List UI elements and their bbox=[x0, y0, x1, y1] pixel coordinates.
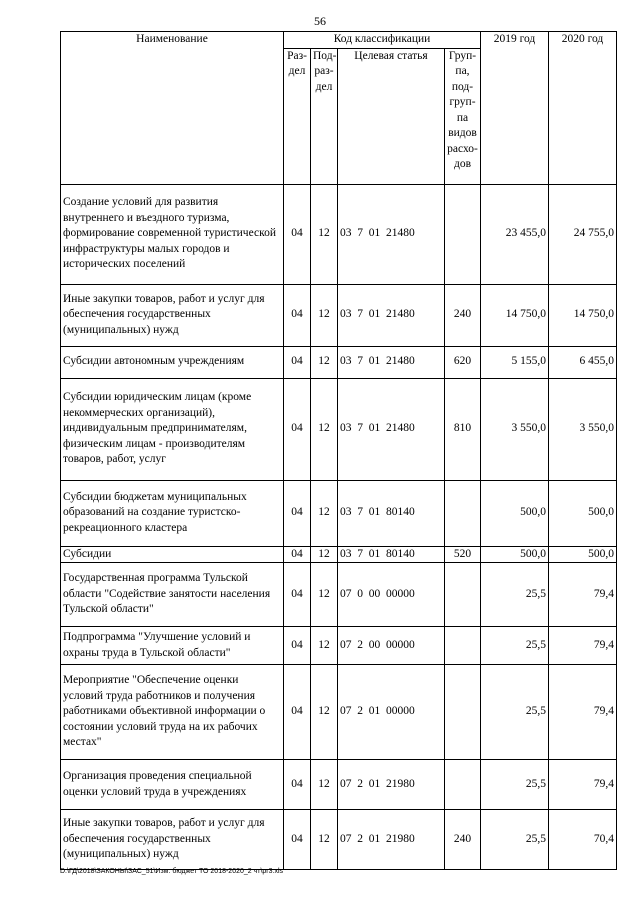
row-target: 07 0 00 00000 bbox=[338, 563, 445, 627]
row-2019: 500,0 bbox=[481, 546, 549, 563]
row-2019: 3 550,0 bbox=[481, 378, 549, 480]
row-name: Мероприятие "Обеспечение оценки условий труда работников и получения работниками объективной информации о состоянии условий труда на их рабочих местах" bbox=[61, 665, 284, 760]
row-name: Иные закупки товаров, работ и услуг для обеспечения государственных (муниципальных) нужд bbox=[61, 810, 284, 870]
row-group bbox=[445, 563, 481, 627]
row-name: Государственная программа Тульской области "Содействие занятости населения Тульской области" bbox=[61, 563, 284, 627]
header-subsection: Под- раз- дел bbox=[311, 48, 338, 184]
row-podrazdel: 12 bbox=[311, 546, 338, 563]
row-name: Субсидии bbox=[61, 546, 284, 563]
row-name: Подпрограмма "Улучшение условий и охраны труда в Тульской области" bbox=[61, 627, 284, 665]
row-name: Субсидии бюджетам муниципальных образований на создание туристско-рекреационного кластера bbox=[61, 480, 284, 546]
header-group: Груп- па, под- груп- па видов расхо- дов bbox=[445, 48, 481, 184]
row-podrazdel: 12 bbox=[311, 627, 338, 665]
row-group bbox=[445, 760, 481, 810]
row-razdel: 04 bbox=[284, 284, 311, 346]
row-podrazdel: 12 bbox=[311, 810, 338, 870]
row-podrazdel: 12 bbox=[311, 346, 338, 378]
row-name: Организация проведения специальной оценки условий труда в учреждениях bbox=[61, 760, 284, 810]
row-name: Иные закупки товаров, работ и услуг для обеспечения государственных (муниципальных) нужд bbox=[61, 284, 284, 346]
row-razdel: 04 bbox=[284, 665, 311, 760]
row-target: 03 7 01 21480 bbox=[338, 284, 445, 346]
table-row bbox=[61, 284, 617, 346]
row-razdel: 04 bbox=[284, 546, 311, 563]
row-2020: 500,0 bbox=[549, 546, 617, 563]
row-podrazdel: 12 bbox=[311, 284, 338, 346]
table-row bbox=[61, 346, 617, 378]
row-2019: 25,5 bbox=[481, 665, 549, 760]
row-group bbox=[445, 627, 481, 665]
table-row bbox=[61, 480, 617, 546]
row-group: 520 bbox=[445, 546, 481, 563]
budget-table bbox=[60, 31, 617, 870]
row-target: 07 2 01 21980 bbox=[338, 760, 445, 810]
row-razdel: 04 bbox=[284, 480, 311, 546]
row-group bbox=[445, 480, 481, 546]
table-row bbox=[61, 665, 617, 760]
row-target: 03 7 01 80140 bbox=[338, 546, 445, 563]
table-row bbox=[61, 627, 617, 665]
row-2019: 5 155,0 bbox=[481, 346, 549, 378]
row-2019: 14 750,0 bbox=[481, 284, 549, 346]
page-number: 56 bbox=[314, 14, 326, 28]
row-podrazdel: 12 bbox=[311, 378, 338, 480]
row-2020: 3 550,0 bbox=[549, 378, 617, 480]
row-podrazdel: 12 bbox=[311, 760, 338, 810]
row-target: 07 2 01 00000 bbox=[338, 665, 445, 760]
row-2019: 25,5 bbox=[481, 627, 549, 665]
row-2020: 14 750,0 bbox=[549, 284, 617, 346]
row-2020: 79,4 bbox=[549, 627, 617, 665]
row-2020: 70,4 bbox=[549, 810, 617, 870]
row-razdel: 04 bbox=[284, 346, 311, 378]
row-razdel: 04 bbox=[284, 378, 311, 480]
row-target: 03 7 01 21480 bbox=[338, 378, 445, 480]
row-name: Субсидии юридическим лицам (кроме некоммерческих организаций), индивидуальным предпринимателям, физическим лицам - производителям товаров, работ, услуг bbox=[61, 378, 284, 480]
header-section: Раз- дел bbox=[284, 48, 311, 184]
table-row bbox=[61, 760, 617, 810]
row-2019: 500,0 bbox=[481, 480, 549, 546]
row-razdel: 04 bbox=[284, 627, 311, 665]
row-2019: 23 455,0 bbox=[481, 184, 549, 284]
file-path-footer: D:\ГД\2018\ЗАКОНЫ\ЗАС_51\Изм. бюджет ТО 2018-2020_2 чт\pr3.xls bbox=[60, 868, 284, 875]
row-2019: 25,5 bbox=[481, 563, 549, 627]
row-2020: 79,4 bbox=[549, 760, 617, 810]
row-razdel: 04 bbox=[284, 563, 311, 627]
row-group bbox=[445, 184, 481, 284]
row-podrazdel: 12 bbox=[311, 665, 338, 760]
row-razdel: 04 bbox=[284, 810, 311, 870]
row-2020: 79,4 bbox=[549, 665, 617, 760]
header-2019: 2019 год bbox=[481, 32, 549, 185]
row-2019: 25,5 bbox=[481, 760, 549, 810]
table-row bbox=[61, 184, 617, 284]
header-name: Наименование bbox=[61, 32, 284, 185]
row-group bbox=[445, 665, 481, 760]
row-target: 07 2 00 00000 bbox=[338, 627, 445, 665]
row-group: 810 bbox=[445, 378, 481, 480]
header-2020: 2020 год bbox=[549, 32, 617, 185]
table-row bbox=[61, 810, 617, 870]
row-group: 240 bbox=[445, 810, 481, 870]
row-razdel: 04 bbox=[284, 184, 311, 284]
row-name: Субсидии автономным учреждениям bbox=[61, 346, 284, 378]
row-target: 03 7 01 21480 bbox=[338, 184, 445, 284]
row-2020: 24 755,0 bbox=[549, 184, 617, 284]
row-target: 03 7 01 80140 bbox=[338, 480, 445, 546]
table-row bbox=[61, 546, 617, 563]
header-target: Целевая статья bbox=[338, 48, 445, 184]
row-podrazdel: 12 bbox=[311, 563, 338, 627]
row-target: 03 7 01 21480 bbox=[338, 346, 445, 378]
row-podrazdel: 12 bbox=[311, 480, 338, 546]
row-podrazdel: 12 bbox=[311, 184, 338, 284]
row-target: 07 2 01 21980 bbox=[338, 810, 445, 870]
row-2019: 25,5 bbox=[481, 810, 549, 870]
row-group: 620 bbox=[445, 346, 481, 378]
row-2020: 500,0 bbox=[549, 480, 617, 546]
row-group: 240 bbox=[445, 284, 481, 346]
row-name: Создание условий для развития внутреннего и въездного туризма, формирование современной туристической инфраструктуры малых городов и исторических поселений bbox=[61, 184, 284, 284]
header-code: Код классификации bbox=[284, 32, 481, 49]
table-row bbox=[61, 378, 617, 480]
table-row bbox=[61, 563, 617, 627]
row-2020: 6 455,0 bbox=[549, 346, 617, 378]
row-2020: 79,4 bbox=[549, 563, 617, 627]
row-razdel: 04 bbox=[284, 760, 311, 810]
